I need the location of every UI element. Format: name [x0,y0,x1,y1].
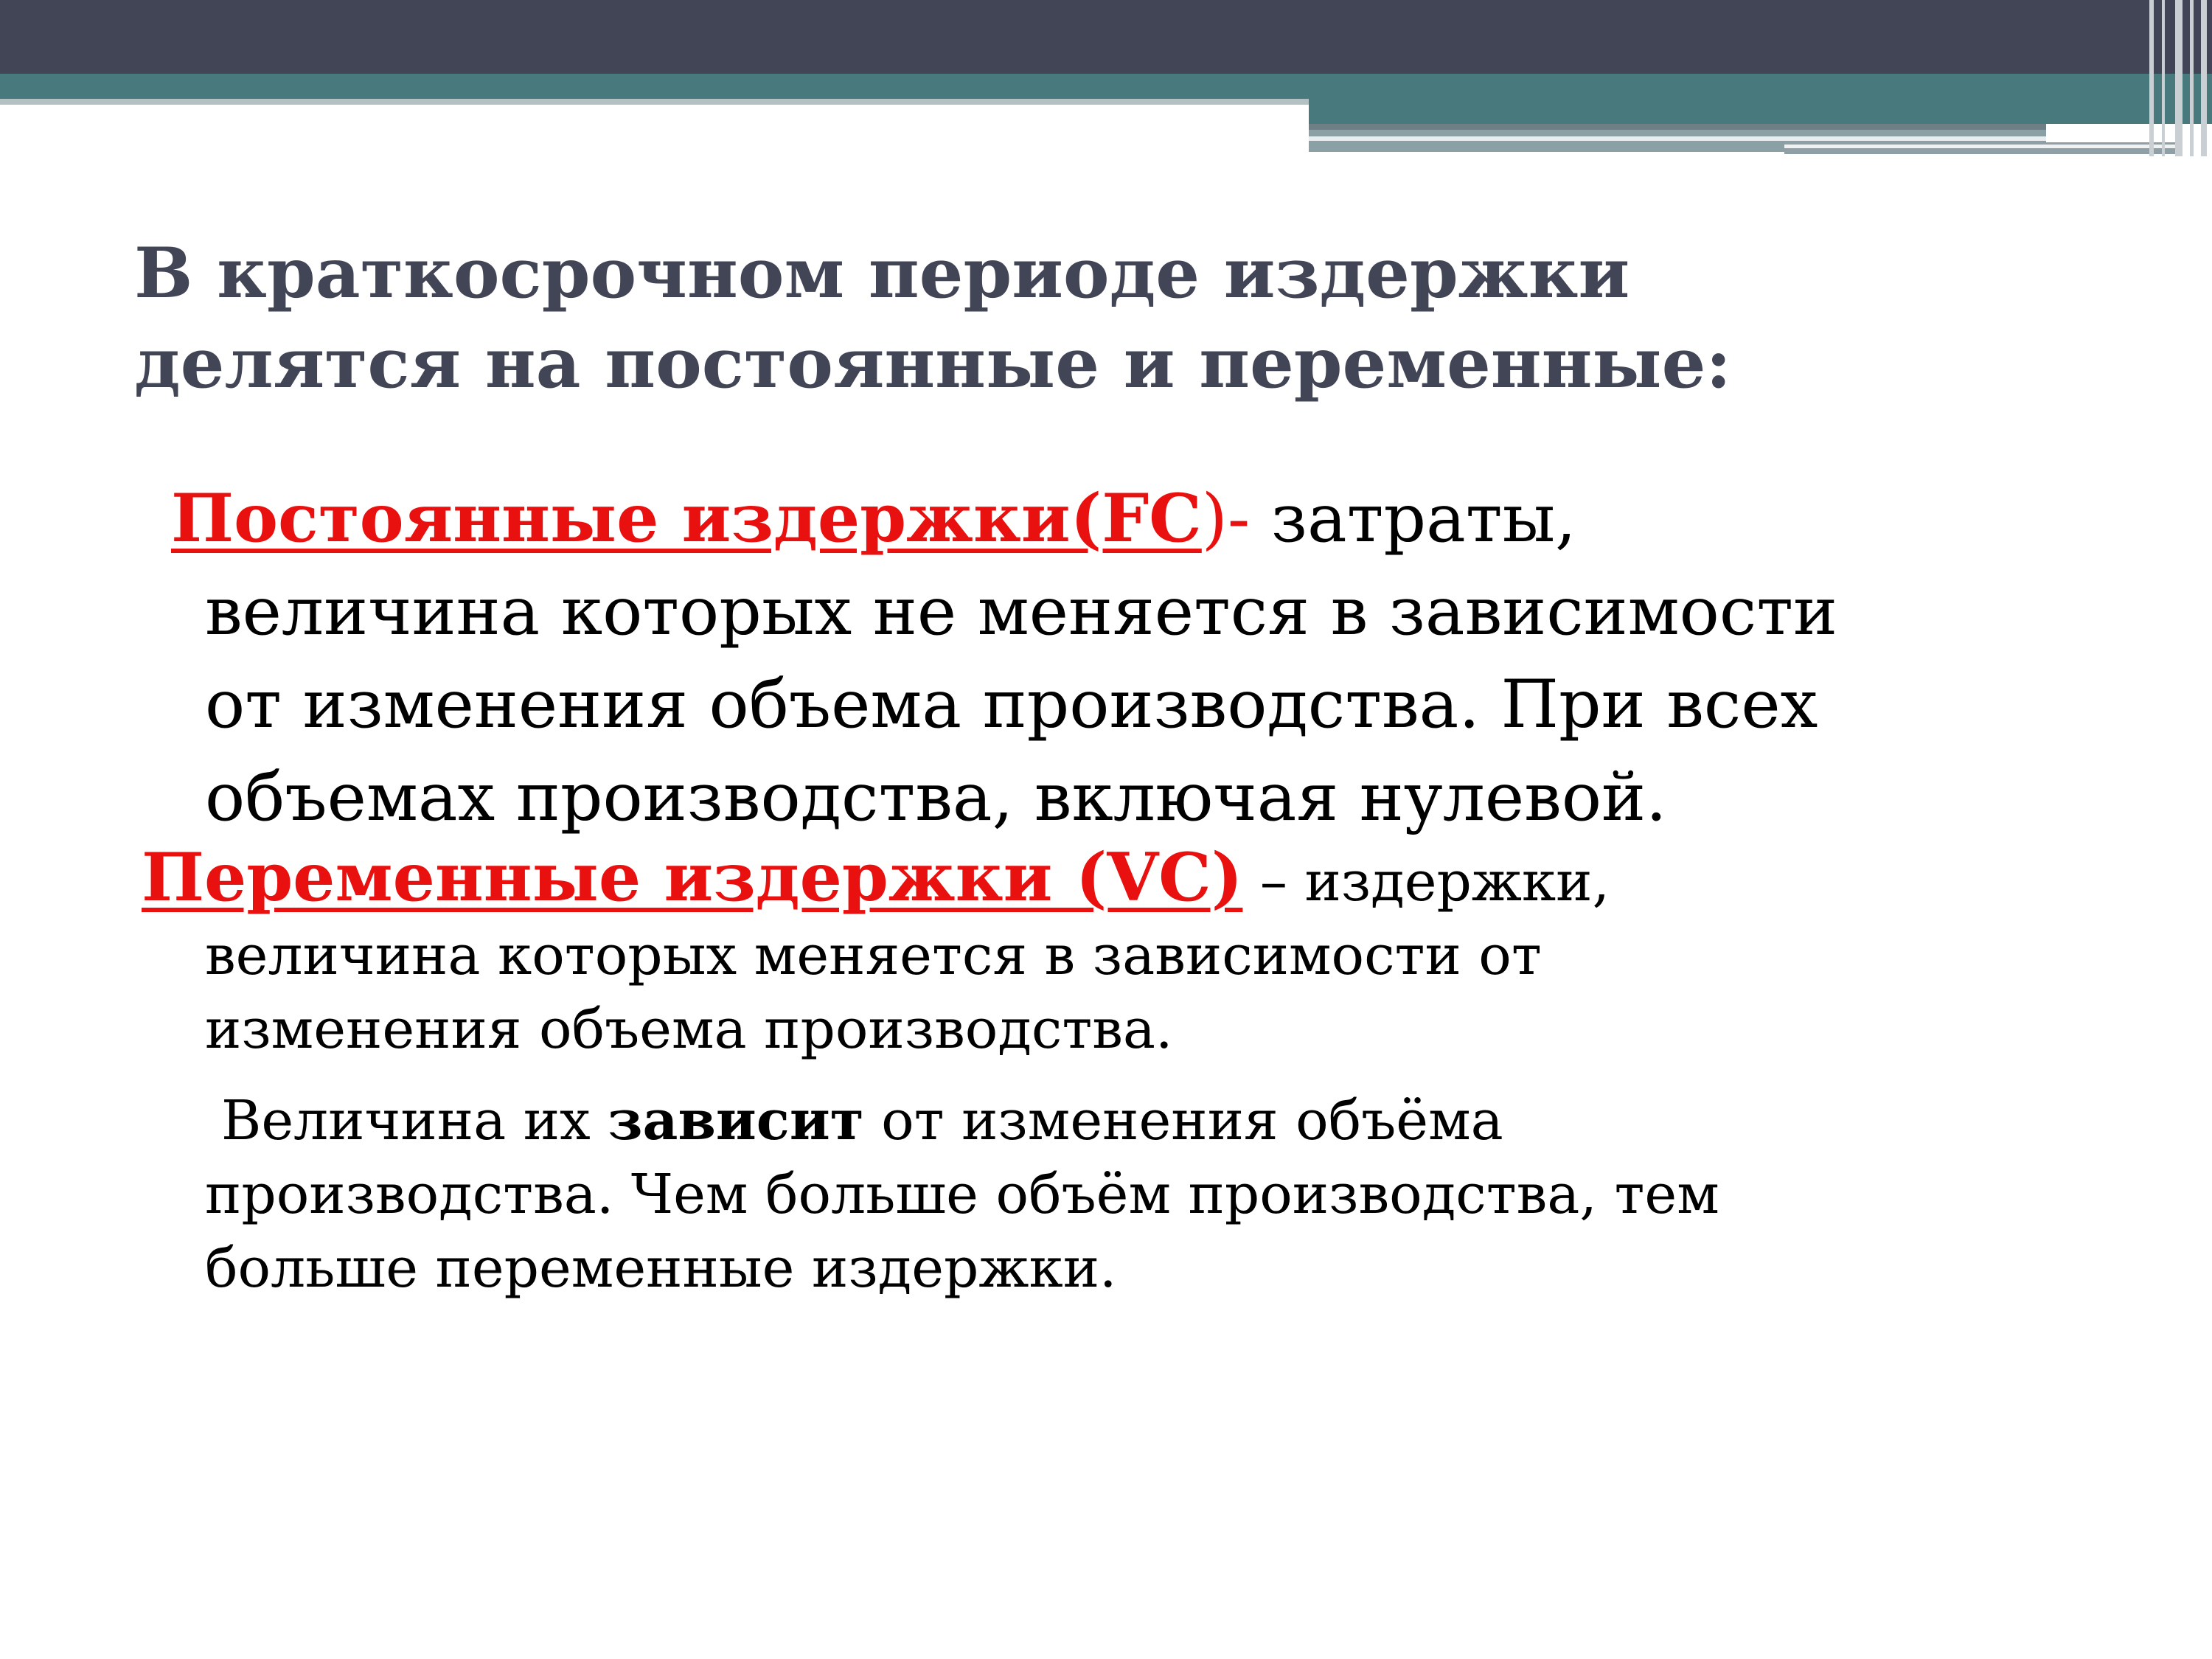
dependency-line-3: больше переменные издержки. [205,1237,1117,1300]
dependency-paragraph [205,1084,2093,1305]
fixed-costs-line-2: величина которых не меняется в зависимости [205,573,1838,650]
dependency-bold-word: зависит [608,1089,864,1152]
header-stripe [2201,0,2207,156]
header-stripe [2149,0,2154,156]
fixed-costs-dash: )- [1201,480,1251,557]
header-stripe [2175,0,2183,156]
dependency-line-2: производства. Чем больше объём производства, тем [205,1163,1719,1226]
header-bar-teal-step [1309,99,2212,124]
fixed-costs-term: Постоянные издержки(FC [171,479,1202,557]
header-stripe [2162,0,2165,156]
header-stripe [2190,0,2194,156]
dependency-part-2: от изменения объёма [863,1089,1503,1152]
dependency-part-1: Величина их [221,1089,608,1152]
slide-title [134,229,2051,408]
variable-costs-term: Переменные издержки (VC) [142,838,1243,917]
title-line-2: делятся на постоянные и переменные: [134,323,1732,404]
fixed-costs-lead: затраты, [1250,480,1576,557]
header-bar-grey [1309,124,2046,130]
header-bar-dark [0,0,2212,74]
fixed-costs-line-3: от изменения объема производства. При всех [205,666,1818,743]
header-bar-highlight [1309,136,2046,141]
fixed-costs-line-4: объемах производства, включая нулевой. [205,759,1667,836]
fixed-costs-paragraph [171,472,2103,844]
header-bar-teal [0,74,2212,99]
header-bar-light [0,99,1309,105]
title-line-1: В краткосрочном периоде издержки [134,233,1630,314]
variable-costs-lead: – издержки, [1242,850,1610,914]
variable-costs-line-2: величина которых меняется в зависимости от [205,924,1542,987]
variable-costs-paragraph [142,838,2073,1066]
header-bar-highlight-short [1784,145,2183,148]
variable-costs-line-3: изменения объема производства. [205,998,1173,1061]
